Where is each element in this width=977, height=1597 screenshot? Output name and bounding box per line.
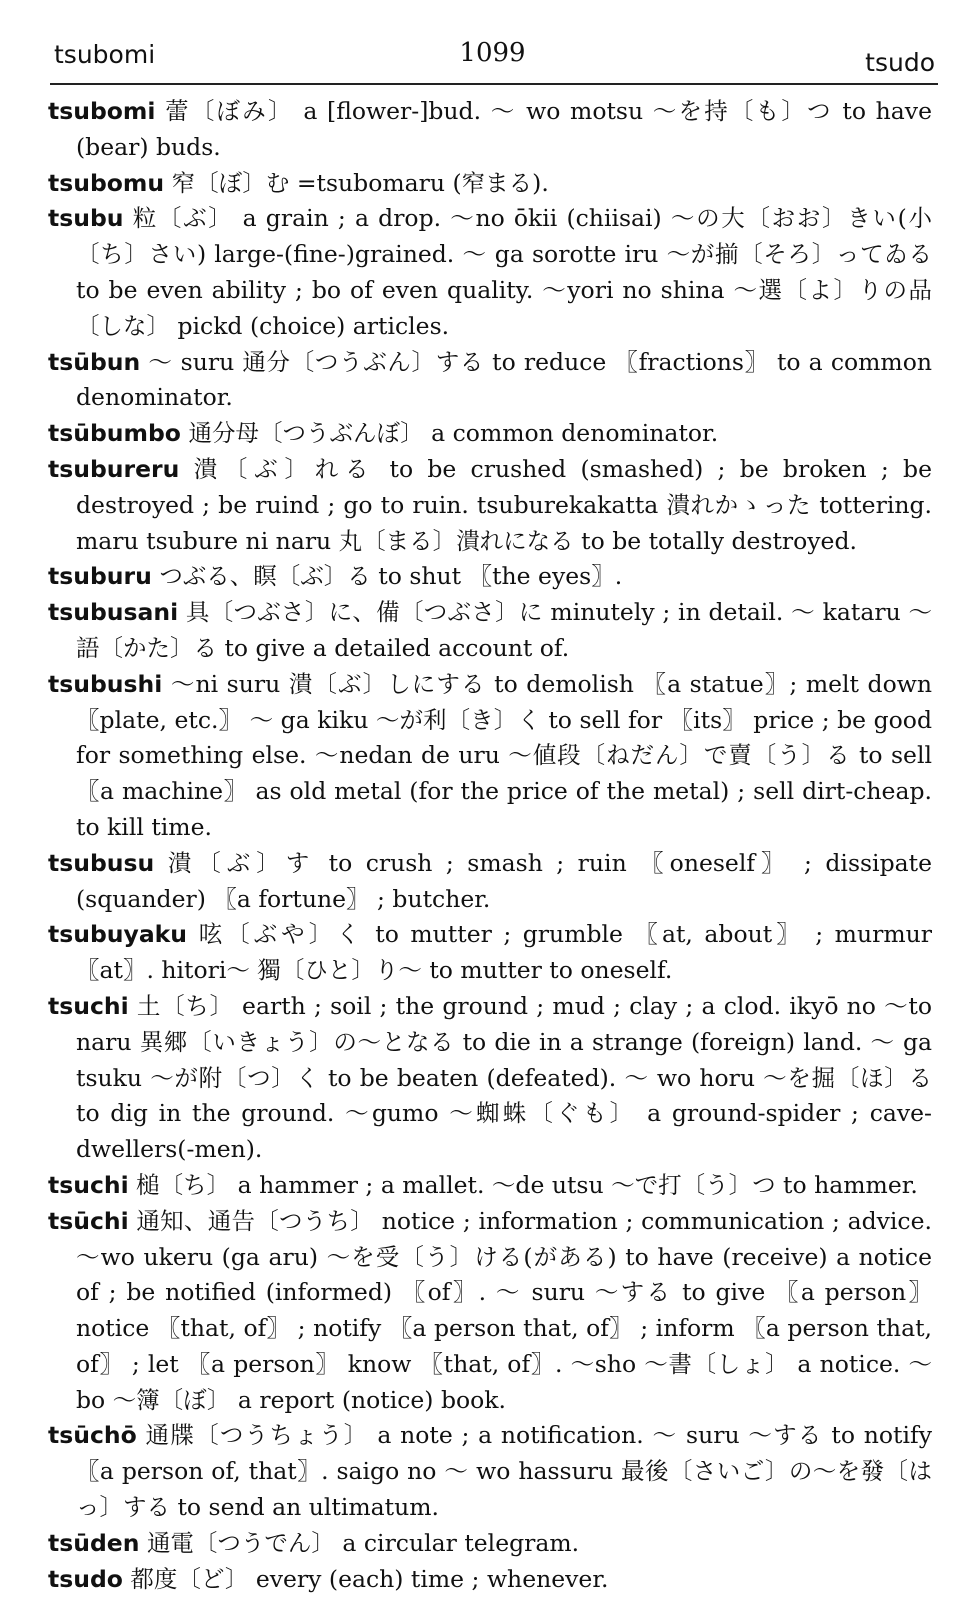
headword: tsūchi [48,1206,129,1235]
dictionary-entry [48,416,932,452]
dictionary-entries [48,94,932,1597]
dictionary-entry [48,94,932,166]
entry-body: 呟〔ぶや〕く to mutter ; grumble 〖at, about〗 ; murmur 〖at〗. hitori～ 獨〔ひと〕り～ to mutter to oneself. [76,920,932,985]
dictionary-entry [48,989,932,1168]
entry-body: 通知、通告〔つうち〕 notice ; information ; communication ; advice. ～wo ukeru (ga aru) ～を受〔う〕ける(がある) to have (receive) a notice of ; be notified (informed) 〖of〗. ～ suru ～する to give 〖a person〗 notice 〖that, of〗 ; notify 〖a person that, of〗 ; inform 〖a person that, of〗 ; let 〖a person〗 know 〖that, of〗. ～sho ～書〔しょ〕 a notice. ～ bo ～簿〔ぼ〕 a report (notice) book. [76,1206,932,1414]
entry-body: ～ suru 通分〔つうぶん〕する to reduce 〖fractions〗 to a common denominator. [76,347,932,412]
headword: tsubomu [48,168,165,197]
entry-body: つぶる、瞑〔ぶ〕る to shut 〖the eyes〗. [159,562,623,591]
entry-body: ～ni suru 潰〔ぶ〕しにする to demolish 〖a statue〗; melt down 〖plate, etc.〗 ～ ga kiku ～が利〔き〕く to sell for 〖its〗 price ; be good for something else. ～nedan de uru ～値段〔ねだん〕で賣〔う〕る to sell 〖a machine〗 as old metal (for the price of the metal) ; sell dirt-cheap. to kill time. [76,669,932,841]
entry-body: 具〔つぶさ〕に、備〔つぶさ〕に minutely ; in detail. ～ kataru ～語〔かた〕る to give a detailed account of. [76,598,932,662]
headword: tsubureru [48,454,180,483]
dictionary-entry [48,166,932,202]
dictionary-entry [48,917,932,989]
headword: tsubusu [48,848,155,877]
headword: tsudo [48,1564,123,1593]
headword: tsuchi [48,991,129,1020]
page-number: 1099 [459,38,526,68]
dictionary-entry [48,1204,932,1419]
dictionary-entry [48,1168,932,1204]
entry-body: 粒〔ぶ〕 a grain ; a drop. ～no ōkii (chiisai) ～の大〔おお〕きい(小〔ち〕さい) large-(fine-)grained. ～ ga sorotte iru ～が揃〔そろ〕ってゐる to be even ability ; bo of even quality. ～yori no shina ～選〔よ〕りの品〔しな〕 pickd (choice) articles. [76,204,932,340]
entry-body: 通牒〔つうちょう〕 a note ; a notification. ～ suru ～する to notify 〖a person of, that〗. saigo no ～ wo hassuru 最後〔さいご〕の～を發〔はっ〕する to send an ultimatum. [76,1421,932,1522]
left-guide-word: tsubomi [54,40,156,69]
right-guide-word: tsudo [865,48,935,77]
headword: tsubusani [48,598,179,627]
headword: tsubomi [48,97,156,125]
headword: tsūden [48,1528,140,1557]
dictionary-entry [48,1418,932,1525]
dictionary-entry [48,345,932,417]
headword: tsubuyaku [48,920,188,949]
headword: tsubu [48,204,124,233]
page-header [50,36,935,80]
headword: tsūbun [48,347,141,376]
entry-body: 通電〔つうでん〕 a circular telegram. [146,1528,580,1557]
dictionary-entry [48,201,932,344]
entry-body: 窄〔ぼ〕む =tsubomaru (窄まる). [171,168,549,197]
headword: tsūchō [48,1421,137,1450]
headword: tsuburu [48,562,152,591]
headword: tsūbumbo [48,419,181,448]
dictionary-entry [48,1562,932,1597]
dictionary-entry [48,667,932,846]
entry-body: 都度〔ど〕 every (each) time ; whenever. [130,1564,609,1593]
dictionary-entry [48,452,932,559]
entry-body: 通分母〔つうぶんぼ〕 a common denominator. [188,419,719,448]
header-rule [50,83,938,85]
dictionary-entry [48,1526,932,1562]
headword: tsuchi [48,1170,129,1199]
headword: tsubushi [48,669,163,698]
entry-body: 潰〔ぶ〕す to crush ; smash ; ruin 〖oneself〗 ; dissipate (squander) 〖a fortune〗 ; butcher. [76,848,932,913]
entry-body: 槌〔ち〕 a hammer ; a mallet. ～de utsu ～で打〔う〕つ to hammer. [136,1170,918,1199]
entry-body: 蕾〔ぼみ〕 a [flower-]bud. ～ wo motsu ～を持〔も〕つ to have (bear) buds. [76,97,932,161]
dictionary-entry [48,559,932,595]
dictionary-entry [48,846,932,918]
entry-body: 土〔ち〕 earth ; soil ; the ground ; mud ; clay ; a clod. ikyō no ～to naru 異郷〔いきょう〕の～となる to die in a strange (foreign) land. ～ ga tsuku ～が附〔つ〕く to be beaten (defeated). ～ wo horu ～を掘〔ほ〕る to dig in the ground. ～gumo ～蜘蛛〔ぐも〕 a ground-spider ; cave-dwellers(-men). [76,991,932,1164]
dictionary-entry [48,595,932,667]
entry-body: 潰〔ぶ〕れる to be crushed (smashed) ; be broken ; be destroyed ; be ruind ; go to ruin. tsuburekakatta 潰れかゝった tottering. maru tsubure ni naru 丸〔まる〕潰れになる to be totally destroyed. [76,454,932,555]
